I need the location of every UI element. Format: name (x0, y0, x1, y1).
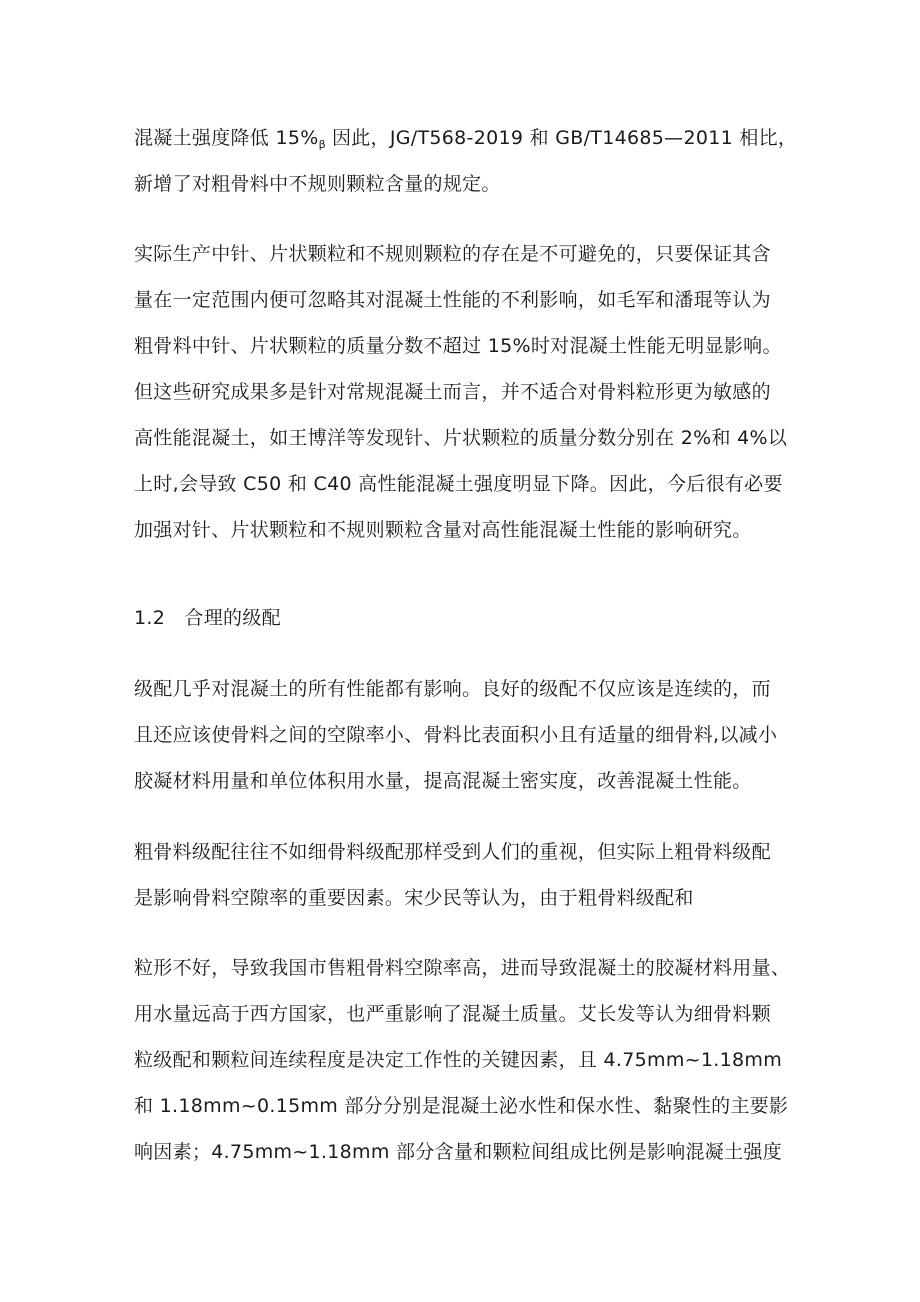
paragraph-2-line: 高性能混凝土，如王博洋等发现针、片状颗粒的质量分数分别在 2%和 4%以 (134, 427, 788, 449)
text-segment: 混凝土强度降低 15% (134, 127, 319, 149)
paragraph-5-line: 粒形不好，导致我国市售粗骨料空隙率高，进而导致混凝土的胶凝材料用量、 (134, 957, 791, 979)
section-heading: 1.2 合理的级配 (134, 607, 281, 629)
paragraph-2-line: 粗骨料中针、片状颗粒的质量分数不超过 15%时对混凝土性能无明显影响。 (134, 335, 782, 357)
paragraph-2-line: 量在一定范围内便可忽略其对混凝土性能的不利影响，如毛军和潘琨等认为 (134, 289, 771, 311)
paragraph-3-line: 且还应该使骨料之间的空隙率小、骨料比表面积小且有适量的细骨料,以减小 (134, 724, 778, 746)
paragraph-1-line-2: 新增了对粗骨料中不规则颗粒含量的规定。 (134, 173, 501, 195)
subscript-beta: β (318, 138, 326, 151)
paragraph-3-line: 级配几乎对混凝土的所有性能都有影响。良好的级配不仅应该是连续的，而 (134, 678, 771, 700)
paragraph-1-line-1 (134, 125, 797, 158)
paragraph-5-line: 响因素；4.75mm~1.18mm 部分含量和颗粒间组成比例是影响混凝土强度 (134, 1141, 783, 1163)
paragraph-5-line: 粒级配和颗粒间连续程度是决定工作性的关键因素，且 4.75mm~1.18mm (134, 1049, 783, 1071)
paragraph-5-line: 和 1.18mm~0.15mm 部分分别是混凝土泌水性和保水性、黏聚性的主要影 (134, 1095, 789, 1117)
paragraph-2-line: 但这些研究成果多是针对常规混凝土而言，并不适合对骨料粒形更为敏感的 (134, 381, 771, 403)
paragraph-3-line: 胶凝材料用量和单位体积用水量，提高混凝土密实度，改善混凝土性能。 (134, 770, 752, 792)
text-segment: 因此，JG/T568-2019 和 GB/T14685—2011 相比， (325, 127, 798, 149)
paragraph-2-line: 上时,会导致 C50 和 C40 高性能混凝土强度明显下降。因此，今后很有必要 (134, 473, 783, 495)
paragraph-2-line: 加强对针、片状颗粒和不规则颗粒含量对高性能混凝土性能的影响研究。 (134, 519, 752, 541)
paragraph-2-line: 实际生产中针、片状颗粒和不规则颗粒的存在是不可避免的，只要保证其含 (134, 243, 771, 265)
paragraph-5-line: 用水量远高于西方国家，也严重影响了混凝土质量。艾长发等认为细骨料颗 (134, 1003, 771, 1025)
paragraph-4-line: 粗骨料级配往往不如细骨料级配那样受到人们的重视，但实际上粗骨料级配 (134, 841, 771, 863)
paragraph-4-line: 是影响骨料空隙率的重要因素。宋少民等认为，由于粗骨料级配和 (134, 887, 694, 909)
